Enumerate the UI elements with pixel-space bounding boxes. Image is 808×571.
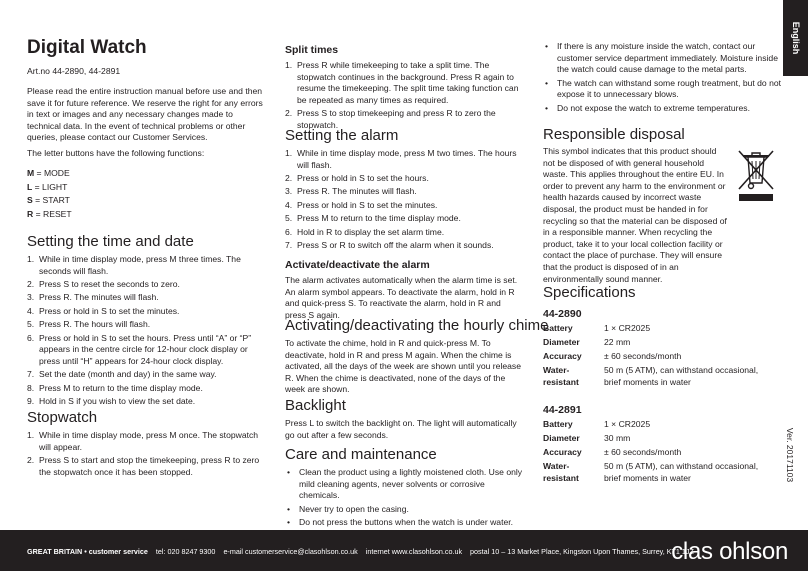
- language-label: English: [790, 21, 801, 55]
- step-item: 2. Press or hold in S to set the hours.: [285, 172, 429, 183]
- model-number: 44-2890: [543, 308, 582, 320]
- step-item: 5. Press M to return to the time display mode.: [285, 213, 461, 224]
- section-heading: Responsible disposal: [543, 126, 685, 143]
- section-setting-alarm: [285, 127, 523, 253]
- step-item: 6. Press or hold in S to set the hours. Press until “A” or “P” appears in the centre circle for 12-hour clock display or press until “H” appears for 24-hour clock display.: [27, 332, 252, 366]
- step-item: 1. Press R while timekeeping to take a split time. The stopwatch continues in the background. Press R again to resume the timekeeping. The split time taking function can be repeated as many times as required.: [285, 60, 519, 105]
- section-heading: Stopwatch: [27, 409, 98, 426]
- step-item: 8. Press M to return to the time display mode.: [27, 382, 203, 393]
- table-row: Water-resistant 50 m (5 ATM), can withstand occasional, brief moments in water: [543, 365, 759, 387]
- section-setting-time: [27, 233, 269, 409]
- section-heading: Care and maintenance: [285, 446, 437, 463]
- section-text: Press L to switch the backlight on. The light will automatically go out after a few seconds.: [285, 418, 517, 440]
- table-row: Water-resistant 50 m (5 ATM), can withstand occasional, brief moments in water: [543, 461, 759, 483]
- spec-model-1: [543, 308, 783, 391]
- footer-tel: tel: 020 8247 9300: [155, 547, 216, 556]
- model-number: 44-2891: [543, 403, 582, 416]
- step-item: 2. Press S to reset the seconds to zero.: [27, 278, 180, 289]
- step-item: 3. Press R. The minutes will flash.: [27, 292, 159, 303]
- intro-text: Please read the entire instruction manual before use and then save it for future reference. We reserve the right for any errors in text or images and any necessary changes made to technical data. In the event of technical problems or other queries, please contact our Customer Services.: [27, 86, 263, 143]
- page-title: Digital Watch: [27, 37, 147, 58]
- letter-item: M = MODE: [27, 168, 70, 178]
- step-item: 1. While in time display mode, press M once. The stopwatch will appear.: [27, 430, 259, 452]
- list-item: • Never try to open the casing.: [285, 504, 523, 516]
- spec-model-2: [543, 404, 783, 487]
- section-specifications: [543, 284, 783, 487]
- letter-item: R = RESET: [27, 208, 72, 219]
- section-heading: Activate/deactivate the alarm: [285, 259, 430, 271]
- step-item: 1. While in time display mode, press M two times. The hours will flash.: [285, 148, 517, 170]
- letter-legend: [27, 168, 72, 220]
- section-heading: Specifications: [543, 284, 636, 301]
- care-list-part-2: [543, 41, 783, 117]
- weee-bin-icon: [735, 145, 777, 205]
- language-tab: [783, 0, 808, 76]
- section-text: The alarm activates automatically when the alarm time is set. An alarm symbol appears. To deactivate the alarm, hold in R and quick-press S. To reactivate the alarm, hold in R and press S again.: [285, 275, 518, 320]
- steps-list: [285, 60, 523, 131]
- section-heading: Activating/deactivating the hourly chime: [285, 317, 549, 334]
- letter-item: L = LIGHT: [27, 181, 68, 192]
- footer-internet: internet www.clasohlson.co.uk: [365, 547, 463, 556]
- section-heading: Backlight: [285, 397, 346, 414]
- section-text: To activate the chime, hold in R and quick-press M. To deactivate, hold in R and press M again. When the chime is activated, all the days of the week are shown until you release R. When the chime is deactivated, none of the days of the week are shown.: [285, 338, 521, 395]
- step-item: 4. Press or hold in S to set the minutes.: [27, 305, 180, 316]
- section-backlight: [285, 397, 523, 441]
- section-text: This symbol indicates that this product should not be disposed of with general household waste. This applies throughout the entire EU. In order to prevent any harm to the environment or health hazards caused by incorrect waste disposal, the product must be handed in for recycling so that the material can be disposed of in a responsible manner. When recycling the product, take it to your local collection facility or contact the place of purchase. They will ensure that the product is disposed of in an environmentally sound manner.: [543, 146, 727, 284]
- step-item: 5. Press R. The hours will flash.: [27, 319, 151, 330]
- table-row: Diameter 30 mm: [543, 433, 631, 444]
- section-heading: Split times: [285, 44, 339, 56]
- table-row: Diameter 22 mm: [543, 337, 631, 348]
- list-item: • Do not press the buttons when the watch is under water.: [285, 517, 523, 529]
- steps-list: [285, 148, 523, 252]
- step-item: 6. Hold in R to display the set alarm time.: [285, 226, 445, 237]
- section-activate-alarm: [285, 259, 523, 321]
- care-list-part-1: [285, 467, 523, 529]
- step-item: 7. Set the date (month and day) in the same way.: [27, 369, 217, 380]
- list-item: • If there is any moisture inside the watch, contact our customer service department immediately. Moisture inside the watch could cause damage to the metal parts.: [543, 41, 783, 76]
- section-stopwatch: [27, 409, 269, 480]
- section-care: [285, 446, 523, 531]
- step-item: 1. While in time display mode, press M three times. The seconds will flash.: [27, 254, 241, 276]
- footer-country: GREAT BRITAIN • customer service: [27, 547, 148, 556]
- step-item: 4. Press or hold in S to set the minutes.: [285, 199, 438, 210]
- list-item: • Clean the product using a lightly moistened cloth. Use only mild cleaning agents, never solvents or corrosive chemicals.: [285, 467, 523, 502]
- step-item: 2. Press S to stop timekeeping and press R to zero the stopwatch.: [285, 108, 496, 130]
- version-label: Ver. 20171103: [785, 427, 795, 483]
- table-row: Battery 1 × CR2025: [543, 323, 651, 333]
- step-item: 9. Hold in S if you wish to view the set date.: [27, 395, 196, 406]
- footer-contact: [27, 547, 694, 556]
- steps-list: [27, 430, 269, 478]
- letters-intro: The letter buttons have the following functions:: [27, 148, 205, 158]
- table-row: Accuracy ± 60 seconds/month: [543, 351, 682, 362]
- list-item: • The watch can withstand some rough treatment, but do not expose it to unnecessary blows.: [543, 78, 783, 101]
- section-hourly-chime: [285, 317, 549, 396]
- footer-email: e-mail customerservice@clasohlson.co.uk: [223, 547, 358, 556]
- table-row: Battery 1 × CR2025: [543, 418, 651, 429]
- spec-table: [543, 323, 774, 391]
- table-row: Accuracy ± 60 seconds/month: [543, 447, 682, 458]
- section-split-times: [285, 44, 523, 133]
- art-number: Art.no 44-2890, 44-2891: [27, 66, 121, 76]
- step-item: 7. Press S or R to switch off the alarm when it sounds.: [285, 239, 494, 250]
- list-item: • Do not expose the watch to extreme temperatures.: [543, 103, 783, 115]
- steps-list: [27, 254, 269, 408]
- section-heading: Setting the time and date: [27, 233, 194, 250]
- footer-bar: [0, 530, 808, 571]
- spec-table: [543, 419, 774, 487]
- footer-postal: postal 10 – 13 Market Place, Kingston Upon Thames, Surrey, KT1 1JZ: [470, 547, 694, 556]
- step-item: 3. Press R. The minutes will flash.: [285, 186, 417, 197]
- section-heading: Setting the alarm: [285, 127, 399, 144]
- step-item: 2. Press S to start and stop the timekeeping, press R to zero the stopwatch once it has been stopped.: [27, 454, 260, 477]
- letter-item: S = START: [27, 195, 70, 206]
- brand-logo: clas ohlson: [671, 538, 788, 565]
